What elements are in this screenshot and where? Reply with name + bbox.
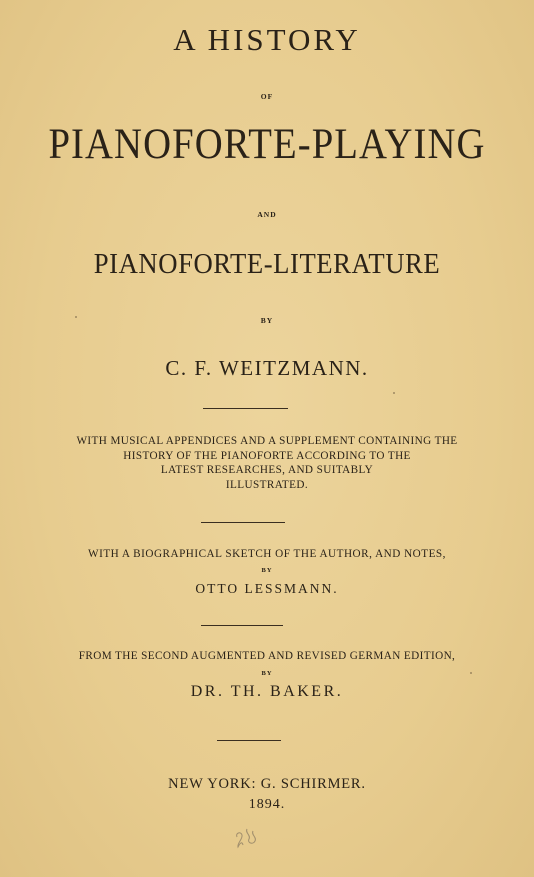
connector-of: OF bbox=[260, 92, 274, 101]
editor-1-name: OTTO LESSMANN. bbox=[195, 581, 339, 596]
connector-by-author: BY bbox=[260, 316, 274, 325]
biography-note: WITH A BIOGRAPHICAL SKETCH OF THE AUTHOR, AND NOTES, bbox=[88, 548, 446, 560]
paper-speck bbox=[75, 316, 77, 318]
edition-note: FROM THE SECOND AUGMENTED AND REVISED GERMAN EDITION, bbox=[78, 650, 456, 662]
divider-rule-3 bbox=[201, 625, 283, 626]
connector-by-editor-1: BY bbox=[261, 567, 273, 574]
description-line-2: HISTORY OF THE PIANOFORTE ACCORDING TO THE bbox=[123, 449, 411, 462]
divider-rule-1 bbox=[203, 408, 288, 409]
publisher-imprint: NEW YORK: G. SCHIRMER. bbox=[168, 776, 366, 792]
description-line-1: WITH MUSICAL APPENDICES AND A SUPPLEMENT CONTAINING THE bbox=[76, 435, 458, 447]
handwritten-mark-icon bbox=[233, 823, 261, 849]
divider-rule-4 bbox=[217, 740, 281, 741]
editor-2-name: DR. TH. BAKER. bbox=[190, 683, 344, 700]
paper-speck bbox=[470, 672, 472, 674]
publication-year: 1894. bbox=[248, 797, 286, 812]
title-line-history: A HISTORY bbox=[173, 22, 361, 57]
description-line-4: ILLUSTRATED. bbox=[225, 478, 309, 491]
description-block bbox=[20, 434, 514, 492]
divider-rule-2 bbox=[201, 522, 285, 523]
author-name: C. F. WEITZMANN. bbox=[165, 356, 369, 380]
paper-speck bbox=[393, 392, 395, 394]
connector-by-editor-2: BY bbox=[261, 670, 273, 677]
subtitle-literature: PIANOFORTE-LITERATURE bbox=[93, 248, 441, 280]
main-title: PIANOFORTE-PLAYING bbox=[48, 121, 486, 168]
connector-and: AND bbox=[257, 210, 277, 219]
description-line-3: LATEST RESEARCHES, AND SUITABLY bbox=[160, 464, 374, 476]
